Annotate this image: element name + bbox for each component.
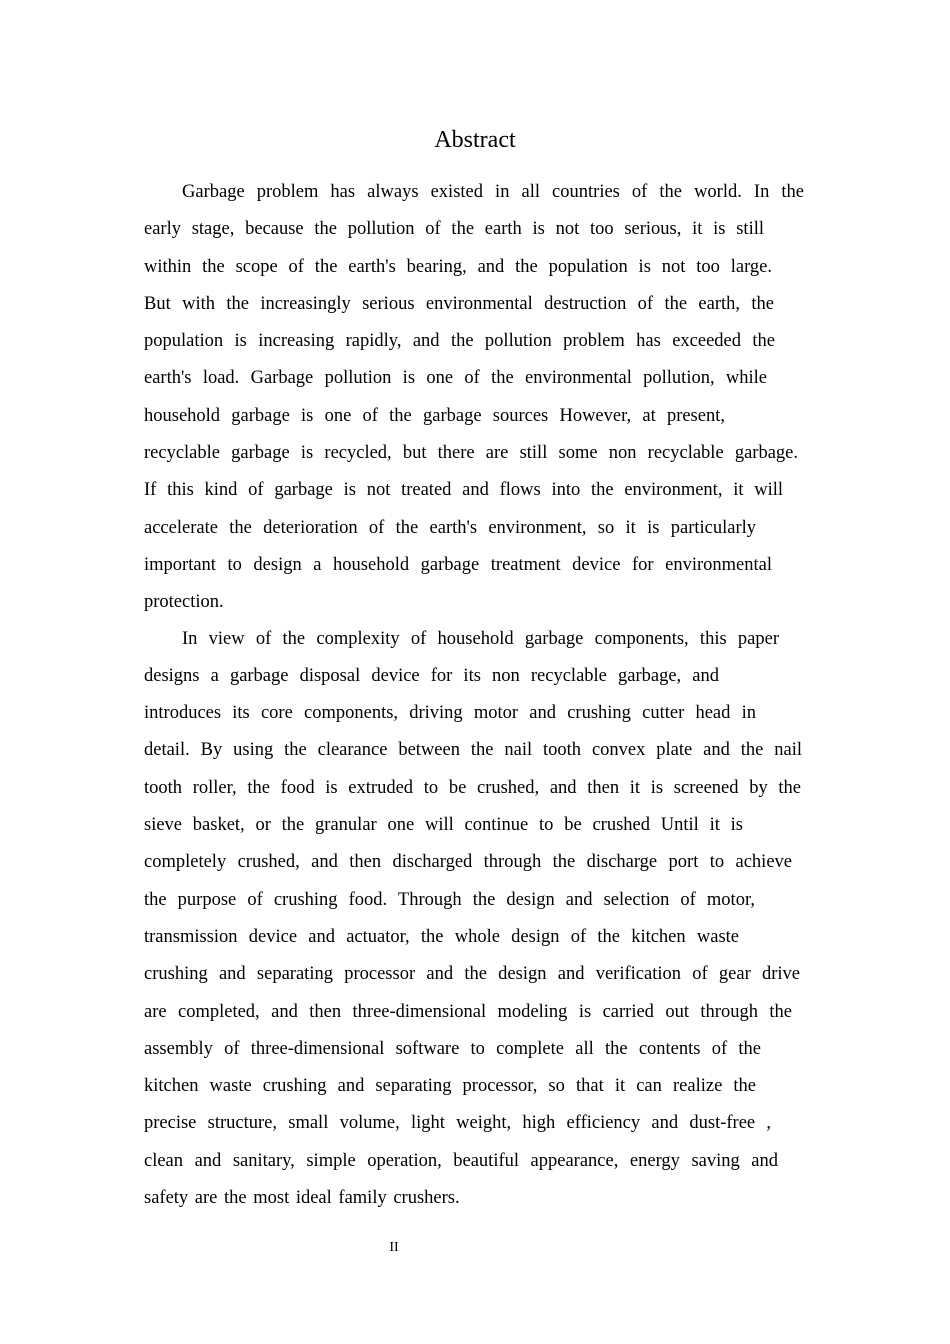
page-number: II bbox=[389, 1240, 399, 1255]
text-line: are completed, and then three-dimensional modeling is carried out through the bbox=[144, 1001, 792, 1022]
text-line: early stage, because the pollution of the earth is not too serious, it is still bbox=[144, 219, 764, 240]
text-line: precise structure, small volume, light weight, high efficiency and dust-free , bbox=[144, 1113, 771, 1134]
text-line: safety are the most ideal family crushers. bbox=[144, 1188, 460, 1209]
text-line: accelerate the deterioration of the earth's environment, so it is particularly bbox=[144, 517, 756, 538]
text-line: In view of the complexity of household garbage components, this paper bbox=[182, 628, 779, 649]
paragraph-1 bbox=[144, 174, 804, 622]
text-line: If this kind of garbage is not treated and flows into the environment, it will bbox=[144, 480, 783, 501]
text-line: kitchen waste crushing and separating processor, so that it can realize the bbox=[144, 1076, 756, 1097]
text-line: introduces its core components, driving motor and crushing cutter head in bbox=[144, 703, 756, 724]
text-line: tooth roller, the food is extruded to be crushed, and then it is screened by the bbox=[144, 777, 801, 798]
text-line: completely crushed, and then discharged through the discharge port to achieve bbox=[144, 852, 792, 873]
text-line: important to design a household garbage treatment device for environmental bbox=[144, 554, 772, 575]
text-line: designs a garbage disposal device for its non recyclable garbage, and bbox=[144, 665, 719, 686]
text-line: But with the increasingly serious environmental destruction of the earth, the bbox=[144, 293, 774, 314]
text-line: transmission device and actuator, the whole design of the kitchen waste bbox=[144, 926, 739, 947]
text-line: earth's load. Garbage pollution is one of the environmental pollution, while bbox=[144, 368, 767, 389]
text-line: protection. bbox=[144, 592, 224, 613]
abstract-body bbox=[144, 174, 804, 1217]
text-line: sieve basket, or the granular one will continue to be crushed Until it is bbox=[144, 815, 743, 836]
text-line: detail. By using the clearance between the nail tooth convex plate and the nail bbox=[144, 740, 802, 761]
text-line: crushing and separating processor and the design and verification of gear drive bbox=[144, 964, 800, 985]
text-line: the purpose of crushing food. Through the design and selection of motor, bbox=[144, 889, 755, 910]
text-line: within the scope of the earth's bearing, and the population is not too large. bbox=[144, 256, 772, 277]
text-line: assembly of three-dimensional software to complete all the contents of the bbox=[144, 1038, 761, 1059]
text-line: Garbage problem has always existed in all countries of the world. In the bbox=[182, 182, 804, 202]
page-title: Abstract bbox=[434, 127, 516, 153]
text-line: clean and sanitary, simple operation, beautiful appearance, energy saving and bbox=[144, 1150, 778, 1171]
text-line: recyclable garbage is recycled, but there are still some non recyclable garbage. bbox=[144, 443, 798, 464]
paragraph-2 bbox=[144, 621, 804, 1218]
text-line: population is increasing rapidly, and the pollution problem has exceeded the bbox=[144, 331, 775, 352]
text-line: household garbage is one of the garbage sources However, at present, bbox=[144, 405, 725, 426]
